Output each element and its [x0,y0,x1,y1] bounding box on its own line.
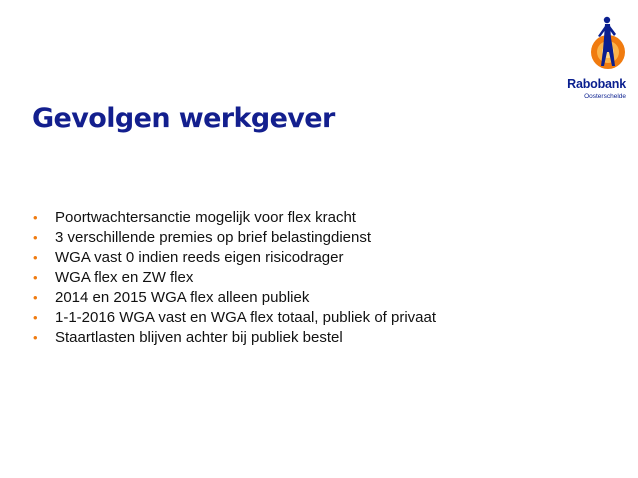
logo-name: Rabobank [567,77,626,91]
slide-title: Gevolgen werkgever [32,103,335,134]
bullet-text: Staartlasten blijven achter bij publiek bestel [55,328,343,346]
bullet-icon: • [33,329,38,345]
bullet-text: 3 verschillende premies op brief belastingdienst [55,228,372,246]
bullet-item [33,207,436,227]
bullet-text: WGA vast 0 indien reeds eigen risicodrager [55,248,344,266]
bullet-icon: • [33,249,38,265]
rabobank-figure-icon [588,14,628,74]
bullet-item [33,227,436,247]
bullet-list [33,207,436,347]
bullet-icon: • [33,229,38,245]
bullet-item [33,287,436,307]
logo-subtitle: Oosterschelde [584,93,626,100]
bullet-text: Poortwachtersanctie mogelijk voor flex kracht [55,208,356,226]
bullet-text: WGA flex en ZW flex [55,268,194,286]
bullet-item [33,247,436,267]
bullet-text: 2014 en 2015 WGA flex alleen publiek [55,288,310,306]
bullet-icon: • [33,209,38,225]
bullet-icon: • [33,289,38,305]
bullet-item [33,327,436,347]
bullet-text: 1-1-2016 WGA vast en WGA flex totaal, publiek of privaat [55,308,437,326]
bullet-icon: • [33,269,38,285]
bullet-item [33,267,436,287]
bullet-icon: • [33,309,38,325]
bullet-item [33,307,436,327]
rabobank-logo [566,10,632,100]
